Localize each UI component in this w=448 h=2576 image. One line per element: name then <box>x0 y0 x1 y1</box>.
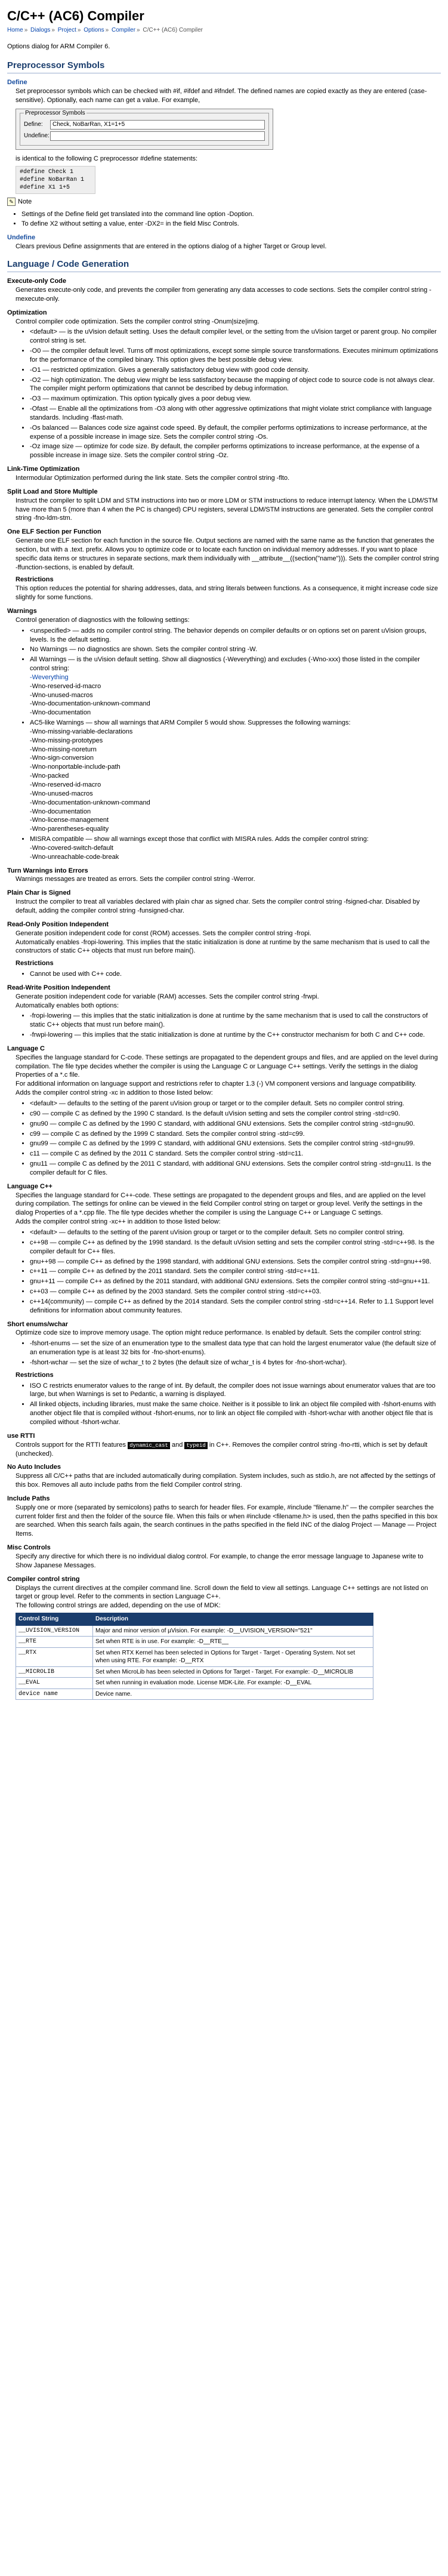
warning-flag: -Wno-missing-prototypes <box>30 737 103 744</box>
table-header-cell: Description <box>93 1613 373 1626</box>
warning-flag: -Wno-documentation <box>30 709 91 717</box>
rwpi-term: Read-Write Position Independent <box>7 984 110 991</box>
include-paths-term: Include Paths <box>7 1495 50 1502</box>
language-cpp-item: • c++98 — compile C++ as defined by the 1998 standard. Is the default uVision setting and sets the compiler control string -std=c++98. Is the compiler default for C++ files. <box>30 1238 441 1256</box>
optimization-item: • -Oz image size — optimize for code size. By default, the compiler performs optimizations to increase performance, at the expense of a possible increase in image size. Sets the compiler control string -Oz. <box>30 442 441 460</box>
warning-flag: -Wno-documentation <box>30 808 91 815</box>
table-row <box>16 1688 373 1700</box>
misc-controls-term: Misc Controls <box>7 1544 51 1552</box>
warning-flag: -Wno-documentation-unknown-command <box>30 700 150 708</box>
optimization-item: • -Ofast — Enable all the optimizations from -O3 along with other aggressive optimizations that might violate strict compliance with language standards. Including -ffast-math. <box>30 405 441 423</box>
rtti-desc-b: in C++. Removes the compiler control string -fno-rtti, which is set by default (unchecked). <box>16 1441 428 1458</box>
warning-flag: -Wno-documentation-unknown-command <box>30 799 150 806</box>
warnings-item <box>30 835 441 862</box>
table-row <box>16 1637 373 1648</box>
table-cell-desc: Major and minor version of µVision. For example: -D__UVISION_VERSION="521" <box>93 1625 373 1637</box>
short-enums-restrictions-list <box>16 1382 441 1427</box>
warnings-item: • <unspecified> — adds no compiler control string. The behavior depends on compiler defaults or on options set on parent uVision groups, levels. Is the default setting. <box>30 627 441 645</box>
warning-flag: -Weverything <box>30 673 69 681</box>
code-line: #define NoBarRan 1 <box>20 176 85 183</box>
language-cpp-list <box>16 1228 441 1315</box>
language-c-term: Language C <box>7 1044 45 1052</box>
page-title: C/C++ (AC6) Compiler <box>7 8 144 23</box>
elf-restrictions-term: Restrictions <box>16 576 54 584</box>
warnings-errors-description: Warnings messages are treated as errors. Sets the compiler control string -Werror. <box>16 876 255 883</box>
control-string-table <box>16 1613 373 1700</box>
breadcrumb <box>7 26 441 35</box>
table-cell-key: __RTX <box>16 1647 93 1666</box>
language-cpp-item: • gnu++98 — compile C++ as defined by the 1998 standard, with additional GNU extensions. Sets the compiler control string -std=gnu++98. <box>30 1258 441 1267</box>
warnings-description: Control generation of diagnostics with the following settings: <box>16 616 190 624</box>
all-warnings-flags <box>30 673 441 717</box>
no-auto-includes-description: Suppress all C/C++ paths that are included automatically during compilation. System includes, such as stdio.h, are not affected by the settings of this box. Removes all auto include paths from the field Compiler control string. <box>16 1472 435 1489</box>
table-cell-desc: Device name. <box>93 1688 373 1700</box>
ac5-warnings-flags <box>30 728 441 834</box>
warnings-item-text: All Warnings — is the uVision default setting. Show all diagnostics (-Weverything) and excludes (-Wno-xxx) those listed in the compiler control string: <box>30 656 420 673</box>
define-code-block <box>16 166 95 194</box>
plain-char-description: Instruct the compiler to treat all variables declared with plain char as signed char. Sets the compiler control string -fsigned-char. Disabled by default, adding the compiler control string -funsigned-char. <box>16 898 420 914</box>
warning-flag: -Wno-missing-noreturn <box>30 745 97 753</box>
optimization-item: • <default> — is the uVision default setting. Uses the default compiler level, or the setting from the uVision target or parent group. No compiler control string is set. <box>30 328 441 346</box>
note-label: Note <box>18 198 32 205</box>
language-c-description: Specifies the language standard for C-code. These settings are propagated to the dependent groups and files, and are applied on the level during compilation. The file type decides whether the compiler is using the Language C or Language C++ settings. Verify the settings in the dialog Properties of a *.c file. <box>16 1053 438 1079</box>
table-cell-desc: Set when MicroLib has been selected in Options for Target - Target. For example: -D__MICROLIB <box>93 1666 373 1678</box>
optimization-item: • -O0 — the compiler default level. Turns off most optimizations, except some simple source transformations. Executes minimum optimizations for the performance of the compiled binary. This option gives the best possible debug view. <box>30 347 441 365</box>
rwpi-auto-text: Automatically enables both options: <box>16 1002 119 1009</box>
compiler-control-string-description: Displays the current directives at the compiler command line. Scroll down the field to view all settings. Language C++ settings are not listed on target or group level. Refer to the comments in section Language C++. <box>16 1584 428 1601</box>
execute-only-term: Execute-only Code <box>7 278 67 285</box>
breadcrumb-home[interactable]: Home <box>7 26 23 33</box>
optimization-description: Control compiler code optimization. Sets the compiler control string -Onum|size|img. <box>16 318 259 325</box>
warnings-list <box>16 627 441 862</box>
language-cpp-description: Specifies the language standard for C++-code. These settings are propagated to the dependent groups and files, and are applied on the level during compilation. The settings for online can be viewed in the field Compiler control string on target or group level. Verify the settings in the dialog Properties of a *.cpp file. The file type decides whether the compiler is using the Language C++ or Language C settings. <box>16 1191 426 1217</box>
split-ldm-description: Instruct the compiler to split LDM and STM instructions into two or more LDM or STM instructions to reduce interrupt latency. When the LDM/STM have more than 5 (more than 4 when the PC is changed) CPU registers, several LDM/STM instructions are generated. Sets the compiler control string -fno-ldm-stm. <box>16 497 438 522</box>
breadcrumb-sep: » <box>137 26 140 33</box>
undefine-input[interactable] <box>50 131 265 141</box>
rtti-term: use RTTI <box>7 1432 35 1440</box>
undefine-term: Undefine <box>7 234 36 242</box>
warnings-item <box>30 719 441 834</box>
misc-controls-description: Specify any directive for which there is no individual dialog control. For example, to change the error message language to Japanese write to Show Japanese Messages. <box>16 1552 424 1569</box>
breadcrumb-sep: » <box>24 26 28 33</box>
table-cell-key: __MICROLIB <box>16 1666 93 1678</box>
rwpi-description: Generate position independent code for variable (RAM) accesses. Sets the compiler control string -frwpi. <box>16 993 319 1000</box>
table-cell-desc: Set when RTX Kernel has been selected in Options for Target - Target - Operating System. Not set when using RTE. For example: -D__RTX <box>93 1647 373 1666</box>
intro-text: Options dialog for ARM Compiler 6. <box>7 43 110 51</box>
language-cpp-item: • c++11 — compile C++ as defined by the 2011 standard. Sets the compiler control string -std=c++11. <box>30 1267 441 1276</box>
table-cell-key: __UVISION_VERSION <box>16 1625 93 1637</box>
ropi-restrictions-term: Restrictions <box>16 960 54 967</box>
short-enums-term: Short enums/wchar <box>7 1320 69 1328</box>
note-list <box>7 210 441 229</box>
short-enums-restriction-item: • ISO C restricts enumerator values to the range of int. By default, the compiler does not issue warnings about enumerator values that are too large, but when Warnings is set to Pedantic, a warning is displayed. <box>30 1382 441 1400</box>
section-language-heading: Language / Code Generation <box>7 258 441 272</box>
table-row <box>16 1666 373 1678</box>
define-label: Define: <box>24 121 43 128</box>
language-cpp-item: • <default> — defaults to the setting of the parent uVision group or target or to the compiler default. Sets no compiler control string. <box>30 1228 441 1237</box>
preprocessor-group-box <box>20 109 269 146</box>
ropi-auto-text: Automatically enables -fropi-lowering. This implies that the static initialization is done at runtime by the same mechanism that is used to call the constructors of static C++ objects that must run before main(). <box>16 938 430 955</box>
compiler-control-string-term: Compiler control string <box>7 1575 80 1583</box>
equivalence-text: is identical to the following C preprocessor #define statements: <box>16 155 198 162</box>
language-cpp-item: • c++14(community) — compile C++ as defined by the 2014 standard. Sets the compiler control string -std=c++14. Refer to 1.1 Support level definitions for information about community features. <box>30 1298 441 1315</box>
breadcrumb-dialogs[interactable]: Dialogs <box>30 26 51 33</box>
language-cpp-item: • gnu++11 — compile C++ as defined by the 2011 standard, with additional GNU extensions. Sets the compiler control string -std=gnu++11. <box>30 1277 441 1286</box>
short-enums-restrictions-term: Restrictions <box>16 1371 54 1379</box>
short-enums-restriction-item: • All linked objects, including libraries, must make the same choice. Neither is it possible to link an object file compiled with -fshort-enums with another object file that is compiled without -fshort-enums, nor to link an object file compiled with -fshort-wchar with another object file that is compiled without -fshort-wchar. <box>30 1400 441 1427</box>
breadcrumb-project[interactable]: Project <box>57 26 76 33</box>
warning-flag: -Wno-unreachable-code-break <box>30 853 119 861</box>
elf-section-term: One ELF Section per Function <box>7 528 101 536</box>
table-cell-desc: Set when RTE is in use. For example: -D__RTE__ <box>93 1637 373 1648</box>
rwpi-item: • -fropi-lowering — this implies that the static initialization is done at runtime by the same mechanism that is used to call the constructors of static C++ objects that must run before main(). <box>30 1012 441 1030</box>
warning-flag: -Wno-reserved-id-macro <box>30 682 101 690</box>
note-icon: ✎ <box>7 198 16 206</box>
table-header-cell: Control String <box>16 1613 93 1626</box>
rwpi-item: • -frwpi-lowering — this implies that the static initialization is done at runtime by the C++ constructor mechanism for both C and C++ code. <box>30 1031 441 1040</box>
language-c-adds: Adds the compiler control string -xc in addition to those listed below: <box>16 1089 213 1097</box>
table-row <box>16 1647 373 1666</box>
undefine-description: Clears previous Define assignments that are entered in the options dialog of a higher Target or Group level. <box>16 243 327 251</box>
language-c-item: • gnu99 — compile C as defined by the 1999 C standard, with additional GNU extensions. Sets the compiler control string -std=gnu99. <box>30 1139 441 1148</box>
warning-flag: -Wno-missing-variable-declarations <box>30 728 133 735</box>
table-row <box>16 1678 373 1689</box>
define-row <box>24 120 265 130</box>
warning-flag: -Wno-parentheses-equality <box>30 825 109 833</box>
warning-flag: -Wno-unused-macros <box>30 691 93 699</box>
rwpi-list <box>16 1012 441 1040</box>
breadcrumb-options[interactable]: Options <box>84 26 104 33</box>
plain-char-term: Plain Char is Signed <box>7 889 71 897</box>
preprocessor-dialog-image <box>16 109 273 150</box>
language-c-item: • c90 — compile C as defined by the 1990 C standard. Is the default uVision setting and sets the compiler control string -std=c90. <box>30 1110 441 1118</box>
language-c-item: • c99 — compile C as defined by the 1999 C standard. Sets the compiler control string -std=c99. <box>30 1130 441 1139</box>
table-header-row <box>16 1613 373 1626</box>
warnings-item-text: AC5-like Warnings — show all warnings that ARM Compiler 5 would show. Suppresses the following warnings: <box>30 719 351 727</box>
optimization-item: • -O2 — high optimization. The debug view might be less satisfactory because the mapping of object code to source code is not always clear. The compiler might perform optimizations that cannot be described by debug information. <box>30 376 441 394</box>
split-ldm-term: Split Load and Store Multiple <box>7 488 98 495</box>
breadcrumb-current: C/C++ (AC6) Compiler <box>143 26 203 33</box>
short-enums-list <box>16 1339 441 1367</box>
misra-warnings-flags <box>30 844 441 862</box>
table-cell-key: __RTE <box>16 1637 93 1648</box>
optimization-term: Optimization <box>7 309 47 316</box>
compiler-control-string-note: The following control strings are added, depending on the use of MDK: <box>16 1602 221 1610</box>
warning-flag: -Wno-unused-macros <box>30 790 93 797</box>
define-description: Set preprocessor symbols which can be checked with #if, #ifdef and #ifndef. The defined names are copied exactly as they are entered (case-sensitive). Optionally, each name can get a value. For example, <box>16 88 427 104</box>
warnings-item: • No Warnings — no diagnostics are shown. Sets the compiler control string -W. <box>30 645 441 654</box>
note-item: • Settings of the Define field get translated into the command line option -Doption. <box>21 210 441 219</box>
optimization-item: • -O1 — restricted optimization. Gives a generally satisfactory debug view with good code density. <box>30 366 441 375</box>
table-row <box>16 1625 373 1637</box>
warnings-item-text: MISRA compatible — show all warnings except those that conflict with MISRA rules. Adds the compiler control string: <box>30 836 369 843</box>
undefine-row <box>24 131 265 141</box>
language-cpp-item: • c++03 — compile C++ as defined by the 2003 standard. Sets the compiler control string -std=c++03. <box>30 1287 441 1296</box>
undefine-label: Undefine: <box>24 133 50 140</box>
optimization-item: • -Os balanced — Balances code size against code speed. By default, the compiler performs optimizations to increase performance, at the expense of a possible increase in image size. Sets the compiler control string -Os. <box>30 424 441 442</box>
code-line: #define X1 1+5 <box>20 184 70 191</box>
language-c-item: • gnu11 — compile C as defined by the 2011 C standard, with additional GNU extensions. Sets the compiler control string -std=gnu11. Is the compiler default for C files. <box>30 1160 441 1178</box>
rtti-keyword-dynamic-cast: dynamic_cast <box>128 1442 170 1449</box>
breadcrumb-sep: » <box>105 26 109 33</box>
ropi-restriction-item: • Cannot be used with C++ code. <box>30 970 441 979</box>
language-cpp-term: Language C++ <box>7 1182 52 1190</box>
group-legend: Preprocessor Symbols <box>25 109 85 116</box>
lto-description: Intermodular Optimization performed during the link state. Sets the compiler control string -flto. <box>16 474 290 482</box>
warning-flag: -Wno-reserved-id-macro <box>30 781 101 788</box>
short-enums-description: Optimize code size to improve memory usage. The option might reduce performance. Is enabled by default. Sets the compiler control string: <box>16 1329 422 1337</box>
rtti-description <box>16 1441 441 1459</box>
rtti-keyword-typeid: typeid <box>184 1442 207 1449</box>
include-paths-description: Supply one or more (separated by semicolons) paths to search for header files. For example, #include "filename.h" — the compiler searches the current folder first and then the folder of the source file. When this fails or when #include <filename.h> is used, then the paths specified in this box are searched. When this search fails again, the search continues in the paths specified in the field INC of the dialog Project — Manage — Project Items. <box>16 1503 438 1538</box>
note-item: • To define X2 without setting a value, enter -DX2= in the field Misc Controls. <box>21 220 441 229</box>
warnings-errors-term: Turn Warnings into Errors <box>7 867 88 874</box>
optimization-item: • -O3 — maximum optimization. This option typically gives a poor debug view. <box>30 395 441 403</box>
warning-flag: -Wno-packed <box>30 772 69 780</box>
no-auto-includes-term: No Auto Includes <box>7 1463 61 1471</box>
warning-flag: -Wno-sign-conversion <box>30 754 94 762</box>
warning-flag: -Wno-covered-switch-default <box>30 844 113 852</box>
breadcrumb-compiler[interactable]: Compiler <box>112 26 136 33</box>
optimization-list <box>16 328 441 460</box>
rtti-desc-a: Controls support for the RTTI features <box>16 1441 126 1449</box>
elf-section-description: Generate one ELF section for each function in the source file. Output sections are named with the same name as the function that generates the section, but with a .text. prefix. Allows you to optimize code or to locate each function on individual memory addresses. If you want to place specific data items or structures in separate sections, mark them individually with __attribute__((section("name"))). Sets the compiler control string -ffunction-sections, is enabled by default. <box>16 537 439 571</box>
language-c-info: For additional information on language support and restrictions refer to chapter 1.3 (-) VM component versions and language compatibility. <box>16 1080 416 1088</box>
warning-flag: -Wno-license-management <box>30 816 109 824</box>
short-enums-item: • -fshort-wchar — set the size of wchar_t to 2 bytes (the default size of wchar_t is 4 bytes for -fno-short-wchar). <box>30 1358 441 1367</box>
language-c-item: • <default> — defaults to the setting of the parent uVision group or target or to the compiler default. Sets no compiler control string. <box>30 1099 441 1108</box>
lto-term: Link-Time Optimization <box>7 466 80 473</box>
define-input[interactable]: Check, NoBarRan, X1=1+5 <box>50 120 265 130</box>
warnings-term: Warnings <box>7 607 37 615</box>
section-preprocessor-heading: Preprocessor Symbols <box>7 60 441 73</box>
language-c-list <box>16 1099 441 1178</box>
ropi-description: Generate position independent code for const (ROM) accesses. Sets the compiler control string -fropi. <box>16 929 311 937</box>
elf-restrictions-description: This option reduces the potential for sharing addresses, data, and string literals between functions. As a consequence, it might increase code size slightly for some functions. <box>16 585 438 602</box>
language-c-item: • c11 — compile C as defined by the 2011 C standard. Sets the compiler control string -std=c11. <box>30 1150 441 1158</box>
short-enums-item: • -fshort-enums — set the size of an enumeration type to the smallest data type that can hold the largest enumerator value (the default size of an enumeration type is at least 32 bits for -fno-short-enums). <box>30 1339 441 1357</box>
rtti-and: and <box>171 1441 183 1449</box>
language-cpp-adds: Adds the compiler control string -xc++ in addition to those listed below: <box>16 1218 221 1226</box>
table-cell-key: __EVAL <box>16 1678 93 1689</box>
table-cell-desc: Set when running in evaluation mode. License MDK-Lite. For example: -D__EVAL <box>93 1678 373 1689</box>
execute-only-description: Generates execute-only code, and prevents the compiler from generating any data accesses to code sections. Sets the compiler control string -mexecute-only. <box>16 286 432 303</box>
define-term: Define <box>7 79 27 87</box>
table-cell-key: device name <box>16 1688 93 1700</box>
breadcrumb-sep: » <box>51 26 55 33</box>
ropi-restrictions-list <box>16 970 441 979</box>
code-line: #define Check 1 <box>20 168 74 175</box>
note-header <box>7 198 441 207</box>
warning-flag: -Wno-nonportable-include-path <box>30 763 121 771</box>
breadcrumb-sep: » <box>77 26 81 33</box>
warnings-item <box>30 655 441 717</box>
ropi-term: Read-Only Position Independent <box>7 920 109 928</box>
language-c-item: • gnu90 — compile C as defined by the 1990 C standard, with additional GNU extensions. Sets the compiler control string -std=gnu90. <box>30 1120 441 1129</box>
